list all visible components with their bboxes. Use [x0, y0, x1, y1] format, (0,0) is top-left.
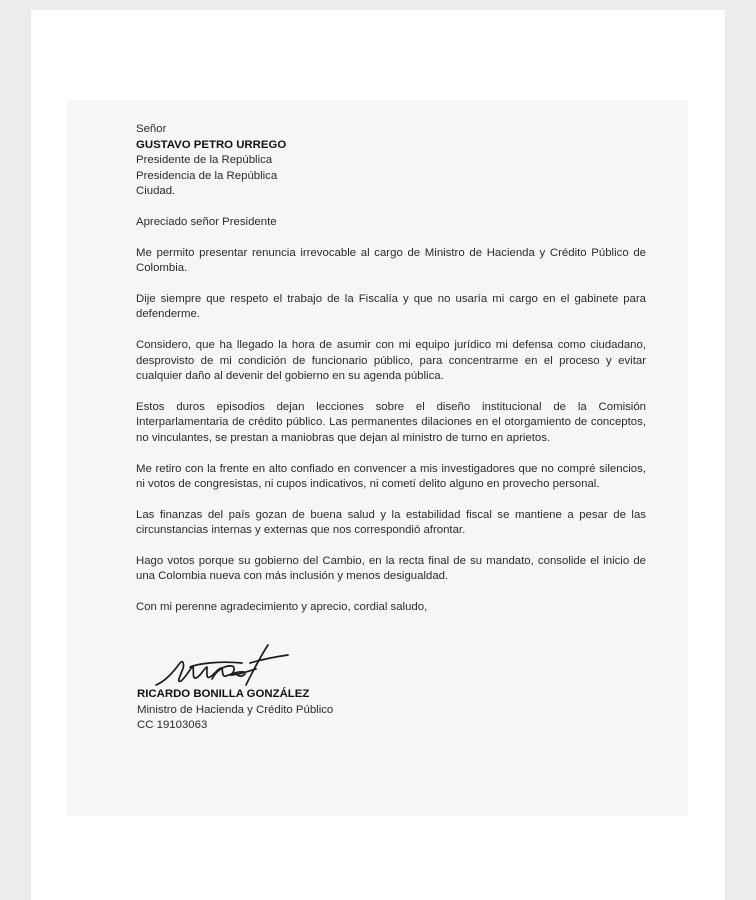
paragraph-lessons: Estos duros episodios dejan lecciones sobre el diseño institucional de la Comisión Interparlamentaria de crédito público. Las permanentes dilaciones en el otorgamiento de conceptos, no vinculantes, se prestan a maniobras que dejan al ministro de turno en aprietos. [136, 400, 646, 444]
recipient-name: GUSTAVO PETRO URREGO [136, 138, 287, 151]
paragraph-defense: Considero, que ha llegado la hora de asumir con mi equipo jurídico mi defensa como ciudadano, desprovisto de mi condición de funcionario público, para concentrarme en el proceso y evitar cualquier daño al devenir del gobierno en su agenda pública. [136, 338, 646, 383]
recipient-position: Presidente de la República [136, 154, 273, 167]
paragraph-finances: Las finanzas del país gozan de buena salud y la estabilidad fiscal se mantiene a pesar de las circunstancias internas y externas que nos correspondió afrontar. [136, 508, 646, 537]
sender-id: CC 19103063 [137, 719, 208, 732]
closing-line: Con mi perenne agradecimiento y aprecio, cordial saludo, [136, 601, 428, 614]
recipient-city: Ciudad. [136, 185, 176, 198]
recipient-block [136, 122, 646, 200]
paragraph-retirement: Me retiro con la frente en alto confiado en convencer a mis investigadores que no compré silencios, ni votos de congresistas, ni cupos indicativos, ni cometí delito alguno en provecho personal. [136, 462, 646, 491]
paragraph-wishes: Hago votos porque su gobierno del Cambio, en la recta final de su mandato, consolide el inicio de una Colombia nueva con más inclusión y menos desigualdad. [136, 554, 646, 583]
paragraph-resignation: Me permito presentar renuncia irrevocable al cargo de Ministro de Hacienda y Crédito Público de Colombia. [136, 246, 646, 275]
recipient-greeting-title: Señor [136, 123, 167, 135]
sender-name: RICARDO BONILLA GONZÁLEZ [137, 688, 310, 700]
paragraph-fiscalia: Dije siempre que respeto el trabajo de la Fiscalía y que no usaría mi cargo en el gabinete para defenderme. [136, 292, 646, 321]
sender-position: Ministro de Hacienda y Crédito Público [137, 703, 334, 716]
recipient-office: Presidencia de la República [136, 169, 278, 182]
sender-block [137, 687, 333, 734]
salutation: Apreciado señor Presidente [136, 215, 277, 228]
letter-body [136, 122, 646, 616]
